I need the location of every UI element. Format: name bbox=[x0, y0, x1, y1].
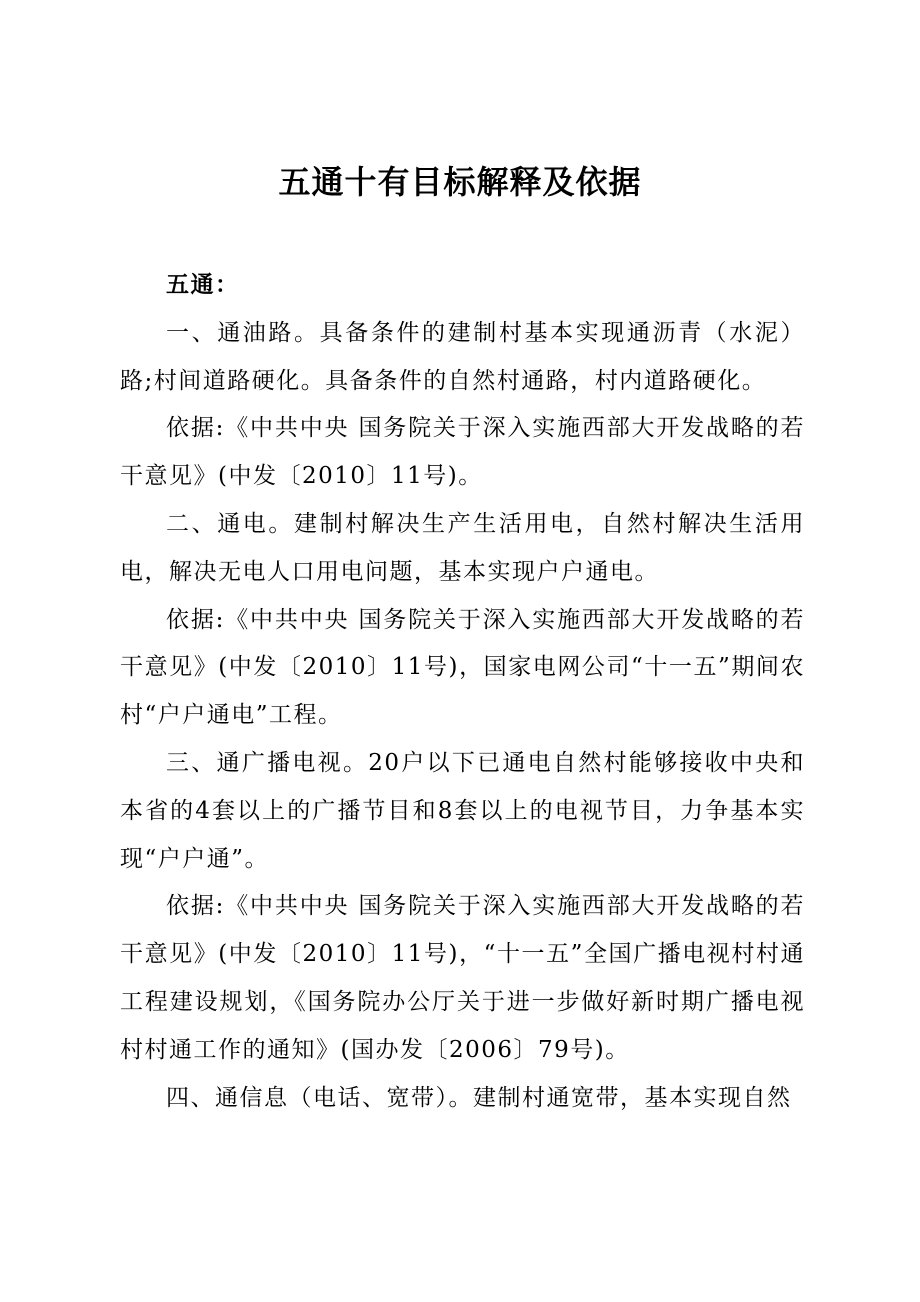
paragraph-road: 一、通油路。具备条件的建制村基本实现通沥青（水泥）路;村间道路硬化。具备条件的自然村通路，村内道路硬化。 bbox=[120, 319, 805, 394]
paragraph-road-basis: 依据:《中共中央 国务院关于深入实施西部大开发战略的若干意见》(中发〔2010〕11号)。 bbox=[120, 415, 805, 490]
paragraph-broadcast-basis: 依据:《中共中央 国务院关于深入实施西部大开发战略的若干意见》(中发〔2010〕11号)，“十一五”全国广播电视村村通工程建设规划，《国务院办公厅关于进一步做好新时期广播电视村村通工作的通知》(国办发〔2006〕79号)。 bbox=[120, 893, 805, 1063]
paragraph-broadcast: 三、通广播电视。20户以下已通电自然村能够接收中央和本省的4套以上的广播节目和8套以上的电视节目，力争基本实现“户户通”。 bbox=[120, 749, 805, 872]
paragraph-electricity: 二、通电。建制村解决生产生活用电，自然村解决生活用电，解决无电人口用电问题，基本实现户户通电。 bbox=[120, 510, 805, 585]
document-title: 五通十有目标解释及依据 bbox=[278, 163, 642, 201]
section-heading: 五通： bbox=[166, 272, 240, 298]
paragraph-information: 四、通信息（电话、宽带）。建制村通宽带，基本实现自然 bbox=[166, 1084, 792, 1111]
paragraph-electricity-basis: 依据:《中共中央 国务院关于深入实施西部大开发战略的若干意见》(中发〔2010〕11号)，国家电网公司“十一五”期间农村“户户通电”工程。 bbox=[120, 606, 805, 729]
document-body bbox=[120, 262, 805, 1122]
